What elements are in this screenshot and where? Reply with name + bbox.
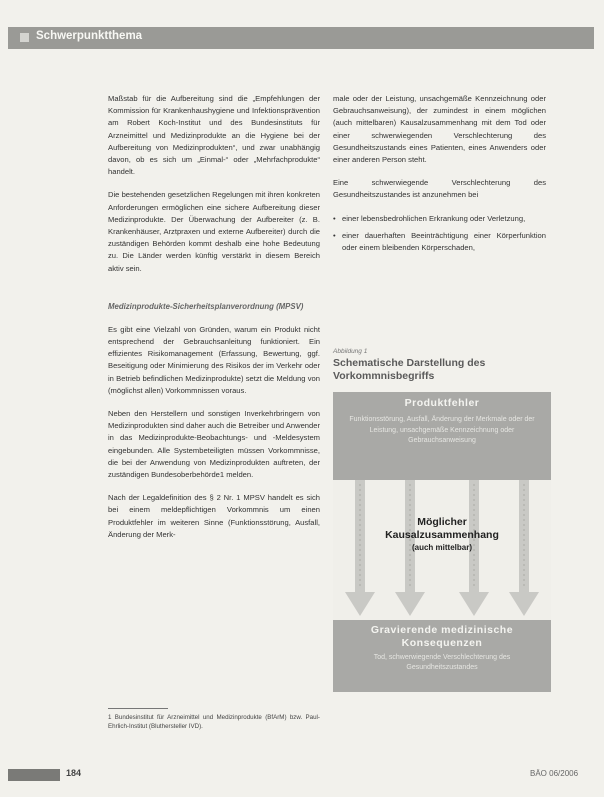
section-header <box>8 27 594 49</box>
medical-consequences-title: Gravierende medizinische Konsequenzen <box>370 624 514 649</box>
left-paragraph-1: Maßstab für die Aufbereitung sind die „Empfehlungen der Kommission für Krankenhaushygiene und Infektionsprävention am Robert Koch-Institut und des Bundesinstituts für Arzneimittel und Medizinprodukte an die Hygiene bei der Aufbereitung von Medizinprodukten“, und zwar unabhängig davon, ob es sich um „Einmal-“ oder „Mehrfachprodukte“ handelt. <box>108 94 320 177</box>
bullet-item-2: • einer dauerhaften Beeinträchtigung einer Körperfunktion oder einem bleibenden Körperschaden, <box>342 230 546 254</box>
figure-title: Schematische Darstellung des Vorkommnisbegriffs <box>333 357 486 382</box>
right-column <box>333 93 546 259</box>
page-number: 184 <box>66 768 82 778</box>
header-square-icon <box>20 33 29 42</box>
causal-link-label <box>333 516 551 553</box>
medical-consequences-text: Tod, schwerwiegende Verschlechterung des Gesundheitszustandes <box>373 654 511 671</box>
product-defect-box <box>333 392 551 480</box>
left-paragraph-3: Es gibt eine Vielzahl von Gründen, warum ein Produkt nicht entsprechend der Gebrauchsanleitung funktioniert. Ein effizientes Risikomanagement (Erfassung, Bewertung, ggf. Beseitigung oder Minimierung des Risikos der im Verkehr oder in Betrieb befindlichen Medizinprodukte) setzt die Meldung von (möglichst allen) Vorkommnissen voraus. <box>108 324 320 395</box>
footnote: 1 Bundesinstitut für Arzneimittel und Medizinprodukte (BfArM) bzw. Paul-Ehrlich-Institut (Bluthersteller IVD). <box>108 714 320 730</box>
causal-line-1: Möglicher <box>417 516 467 528</box>
product-defect-text: Funktionsstörung, Ausfall, Änderung der Merkmale oder der Leistung, unsachgemäße Kennzeichnung oder Gebrauchsanweisung <box>349 416 535 444</box>
right-paragraph-1: male oder der Leistung, unsachgemäße Kennzeichnung oder Gebrauchsanweisung), der zumindest in einem möglichen (auch mittelbaren) Kausalzusammenhang mit dem Tod oder einer schwerwiegenden Verschlechterung des Gesundheitszustands eines Patienten, eines Anwenders oder einer anderen Person steht. <box>333 94 546 165</box>
bullet-list <box>333 213 546 255</box>
left-paragraph-2: Die bestehenden gesetzlichen Regelungen mit ihren konkreten Anforderungen ermöglichen eine sichere Aufbereitung dieser Medizinprodukte. Der Überwachung der Aufbereiter (z. B. Krankenhäuser, Arztpraxen und externe Aufbereiter) durch die zuständigen Behörden kommt deshalb eine hohe Bedeutung zu. Die Länder werden künftig verstärkt in diesem Bereich aktiv sein. <box>108 190 320 273</box>
product-defect-title: Produktfehler <box>404 397 480 409</box>
left-paragraph-5: Nach der Legaldefinition des § 2 Nr. 1 MPSV handelt es sich bei einem meldepflichtigen Vorkommnis um einen Produktfehler im weiteren Sinne (Funktionsstörung, Ausfall, Änderung der Merk- <box>108 493 320 539</box>
subheading-mpsv: Medizinprodukte-Sicherheitsplanverordnung (MPSV) <box>108 301 304 311</box>
section-title: Schwerpunktthema <box>36 30 143 42</box>
incident-diagram <box>333 392 551 692</box>
journal-reference: BÄO 06/2006 <box>530 769 579 778</box>
medical-consequences-box <box>333 620 551 692</box>
left-paragraph-4: Neben den Herstellern und sonstigen Inverkehrbringern von Medizinprodukten sind daher auch die Betreiber und Anwender in das Medizinprodukte-Beobachtungs- und -Meldesystem eingebunden. Alle Systembeteiligten müssen Vorkommnisse, die bei der Anwendung von Medizinprodukten auftreten, der zuständigen Bundesoberbehörde1 melden. <box>108 409 320 480</box>
page-number-bar <box>8 769 60 781</box>
figure-label: Abbildung 1 <box>333 348 368 355</box>
footnote-divider <box>108 708 168 709</box>
bullet-item-1: • einer lebensbedrohlichen Erkrankung oder Verletzung, <box>342 213 546 225</box>
left-column <box>108 93 320 552</box>
right-paragraph-2: Eine schwerwiegende Verschlechterung des Gesundheitszustandes ist anzunehmen bei <box>333 178 546 200</box>
causal-line-3: (auch mittelbar) <box>411 543 472 552</box>
causal-line-2: Kausalzusammenhang <box>385 529 499 541</box>
